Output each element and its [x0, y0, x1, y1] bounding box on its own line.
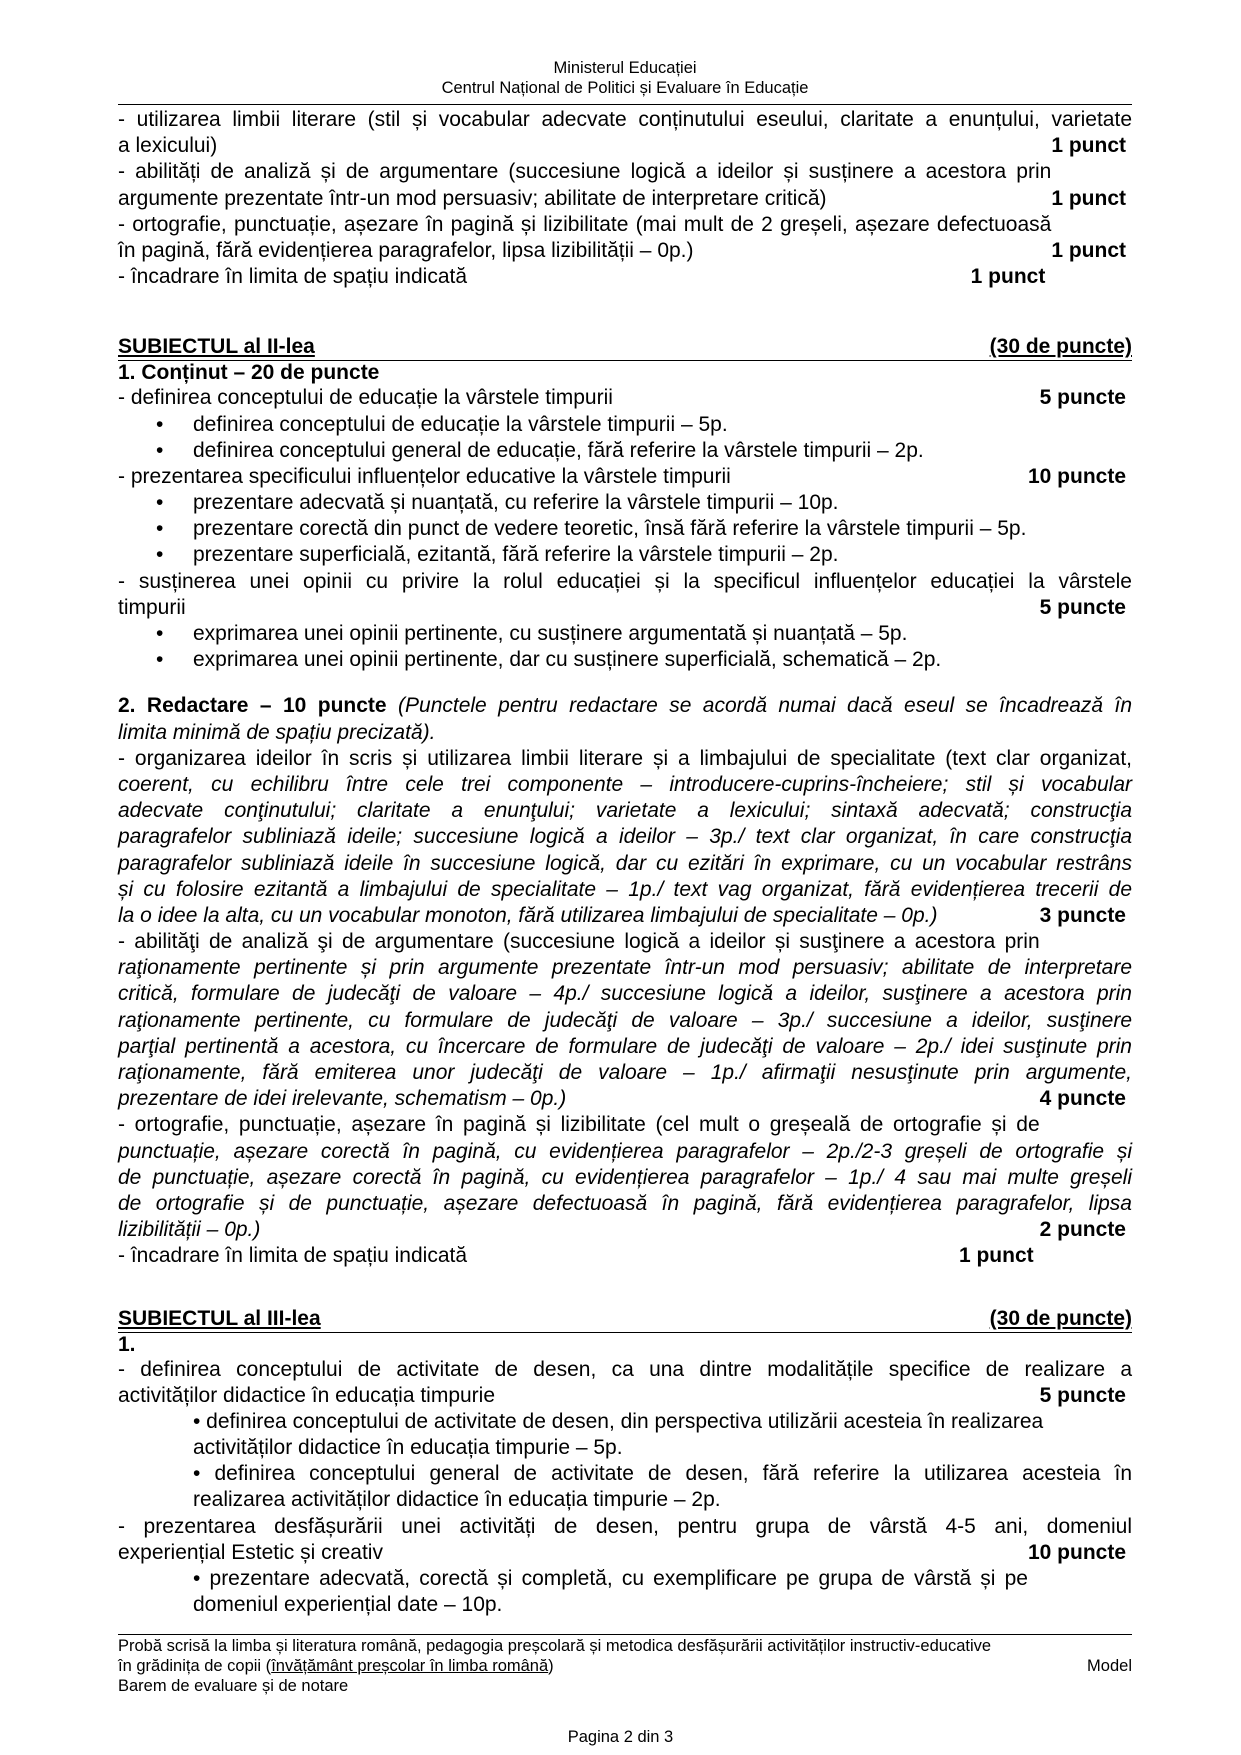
- section-title: SUBIECTUL al II-lea: [118, 335, 315, 359]
- redactare-criterion-3: [118, 1112, 1132, 1217]
- redactare-heading: 2. Redactare – 10 puncte: [118, 694, 387, 718]
- paragraph-line: punctuație, așezare corectă în pagină, cu evidențierea paragrafelor – 2p./2-3 greșeli de ortografie și: [118, 1139, 1132, 1163]
- header-divider: [118, 104, 1132, 105]
- footer-divider: [118, 1634, 1132, 1635]
- criterion-text: - prezentarea desfășurării unei activități de desen, pentru grupa de vârstă 4-5 ani, domeniul: [118, 1514, 1132, 1538]
- paragraph-line: parţial pertinentă a acestora, cu încercare de formulare de judecăţi de valoare – 2p./ idei susţinute prin: [118, 1034, 1132, 1058]
- criterion-points: 1 punct: [1051, 186, 1126, 210]
- criterion-text: - abilități de analiză și de argumentare (succesiune logică a ideilor și susținere a acestora prin: [118, 160, 1052, 184]
- page-header: [118, 58, 1132, 98]
- criterion-points: 3 puncte: [1039, 903, 1126, 927]
- paragraph-line: paragrafelor subliniază ideile; succesiune logică a ideilor – 3p./ text clar organizat, în care construcţia: [118, 825, 1132, 849]
- footer-level: în grădinița de copii (învățământ preșcolar în limba română): [118, 1657, 554, 1675]
- redactare-criterion-1: [118, 746, 1132, 903]
- section-heading-subject-2: [118, 334, 1132, 361]
- criterion-line: - definirea conceptului de educație la vârstele timpurii 5 puncte: [118, 385, 1132, 411]
- bullet-item-continued: domeniul experiențial date – 10p.: [193, 1593, 503, 1617]
- page-footer: [118, 1636, 1132, 1696]
- bullet-item: • prezentare superficială, ezitantă, fără referire la vârstele timpurii – 2p.: [118, 542, 1132, 568]
- criterion-points: 10 puncte: [1027, 464, 1126, 488]
- criterion-text: - definirea conceptului de activitate de desen, ca una dintre modalitățile specifice de realizare a: [118, 1357, 1132, 1381]
- paragraph-line: raţionamente pertinente și prin argumente prezentate într-un mod persuasiv; abilitate de interpretare: [118, 956, 1132, 980]
- criterion-line: - încadrare în limita de spațiu indicată 1 punct: [118, 1243, 1132, 1269]
- center-name: Centrul Național de Politici și Evaluare în Educație: [441, 79, 809, 97]
- criterion-line: activităților didactice în educația timpurie 5 puncte: [118, 1383, 1132, 1409]
- criterion-line: - prezentarea specificului influențelor educative la vârstele timpurii 10 puncte: [118, 464, 1132, 490]
- bullet-item: • prezentare corectă din punct de vedere teoretic, însă fără referire la vârstele timpurii – 5p.: [118, 516, 1132, 542]
- criterion-line: în pagină, fără evidențierea paragrafelor, lipsa lizibilității – 0p.) 1 punct: [118, 238, 1132, 264]
- section-heading-subject-3: [118, 1306, 1132, 1333]
- criterion-points: 10 puncte: [1027, 1540, 1126, 1564]
- paragraph-line: adecvate conţinutului; claritate a enunţului; varietate a lexicului; sintaxă adecvată; construcţia: [118, 799, 1132, 823]
- bullet-item: • exprimarea unei opinii pertinente, dar cu susținere superficială, schematică – 2p.: [118, 647, 1132, 673]
- bullet-item: • definirea conceptului de educație la vârstele timpurii – 5p.: [118, 412, 1132, 438]
- paragraph-line: raţionamente pertinente, cu formulare de judecăţi de valoare – 3p./ succesiune a ideilor, susţinere: [118, 1008, 1132, 1032]
- grading-content: [118, 107, 1132, 1618]
- criterion-line: la o idee la alta, cu un vocabular monoton, fără utilizarea limbajului de specialitate – 0p.) 3 puncte: [118, 903, 1132, 929]
- section-title: SUBIECTUL al III-lea: [118, 1306, 321, 1330]
- criterion-line: experiențial Estetic și creativ 10 puncte: [118, 1540, 1132, 1566]
- criterion-line: argumente prezentate într-un mod persuasiv; abilitate de interpretare critică) 1 punct: [118, 186, 1132, 212]
- paragraph-line: - abilităţi de analiză şi de argumentare (succesiune logică a ideilor și susţinere a acestora prin: [118, 930, 1040, 954]
- bullet-item-continued: realizarea activităților didactice în educația timpurie – 2p.: [193, 1488, 721, 1512]
- section-points: (30 de puncte): [989, 335, 1132, 359]
- paragraph-line: de punctuație, așezare corectă în pagină, cu evidențierea paragrafelor – 1p./ 4 sau mai multe greșeli: [118, 1165, 1132, 1189]
- criterion-points: 5 puncte: [1039, 1383, 1126, 1407]
- bullet-item: • definirea conceptului de activitate de desen, din perspectiva utilizării acesteia în realizarea: [193, 1409, 1044, 1433]
- criterion-text: - utilizarea limbii literare (stil și vocabular adecvate conținutului eseului, claritate a enunțului, varietate: [118, 108, 1132, 131]
- criterion-text: - susținerea unei opinii cu privire la rolul educației și la specificul influențelor educației la vârstele: [118, 569, 1132, 593]
- page-number: Pagina 2 din 3: [567, 1728, 674, 1746]
- paragraph-line: paragrafelor subliniază ideile în succesiune logică, dar cu ezitări în exprimare, cu un vocabular restrâns: [118, 851, 1132, 875]
- bullet-item: • definirea conceptului general de activitate de desen, fără referire la utilizarea acesteia în: [193, 1462, 1132, 1486]
- bullet-item: • exprimarea unei opinii pertinente, cu susținere argumentată și nuanțată – 5p.: [118, 621, 1132, 647]
- criterion-line: timpurii 5 puncte: [118, 595, 1132, 621]
- criterion-points: 1 punct: [958, 1244, 1034, 1268]
- redactare-note: limita minimă de spațiu precizată).: [118, 720, 436, 744]
- paragraph-line: de ortografie și de punctuație, așezare defectuoasă în pagină, fără evidențierea paragrafelor, lipsa: [118, 1191, 1132, 1215]
- bullet-item: • definirea conceptului general de educație, fără referire la vârstele timpurii – 2p.: [118, 438, 1132, 464]
- footer-doc-type: Barem de evaluare și de notare: [118, 1677, 349, 1695]
- bullet-item-continued: activităților didactice în educația timpurie – 5p.: [193, 1436, 623, 1460]
- redactare-criterion-2: [118, 929, 1132, 1086]
- footer-row: [118, 1656, 1132, 1676]
- criterion-points: 1 punct: [970, 265, 1046, 289]
- bullet-item: • prezentare adecvată, corectă și completă, cu exemplificare pe grupa de vârstă și pe: [193, 1567, 1028, 1590]
- criterion-line: lizibilității – 0p.) 2 puncte: [118, 1217, 1132, 1243]
- criterion-line: a lexicului) 1 punct: [118, 133, 1132, 159]
- criterion-line: - încadrare în limita de spațiu indicată 1 punct: [118, 264, 1132, 290]
- item-number: 1.: [118, 1332, 136, 1356]
- bullet-item: • prezentare adecvată și nuanțată, cu referire la vârstele timpurii – 10p.: [118, 490, 1132, 516]
- paragraph-line: - organizarea ideilor în scris și utilizarea limbii literare și a limbajului de specialitate (text clar organizat,: [118, 746, 1132, 770]
- paragraph-line: raţionamente, fără emiterea unor judecăţi de valoare – 1p./ afirmaţii nesusţinute prin argumente,: [118, 1061, 1132, 1084]
- paragraph-line: și cu folosire ezitantă a limbajului de specialitate – 1p./ text vag organizat, fără evidențierea trecerii de: [118, 877, 1132, 901]
- criterion-text: - ortografie, punctuație, așezare în pagină și lizibilitate (mai mult de 2 greșeli, așezare defectuoasă: [118, 212, 1052, 236]
- criterion-points: 1 punct: [1051, 238, 1126, 262]
- paragraph-line: critică, formulare de judecăţi de valoare – 4p./ succesiune logică a ideilor, susţinere a acestora prin: [118, 982, 1132, 1006]
- paragraph-line: coerent, cu echilibru între cele trei componente – introducere-cuprins-încheiere; stil și vocabular: [118, 772, 1132, 796]
- footer-exam-title: Probă scrisă la limba și literatura română, pedagogia preșcolară și metodica desfășurării activităților instructiv-educative: [118, 1637, 992, 1655]
- criterion-points: 2 puncte: [1039, 1218, 1126, 1242]
- paragraph-line: - ortografie, punctuație, așezare în pagină și lizibilitate (cel mult o greșeală de ortografie și de: [118, 1113, 1040, 1137]
- criterion-points: 5 puncte: [1039, 386, 1126, 410]
- ministry-name: Ministerul Educației: [553, 59, 697, 77]
- section-points: (30 de puncte): [989, 1306, 1132, 1330]
- footer-model: Model: [1087, 1657, 1132, 1675]
- content-heading: 1. Conținut – 20 de puncte: [118, 361, 380, 385]
- redactare-heading-line: 2. Redactare – 10 puncte (Punctele pentru redactare se acordă numai dacă eseul se încadrează în: [118, 694, 1133, 718]
- criterion-points: 4 puncte: [1039, 1087, 1126, 1111]
- criterion-line: prezentare de idei irelevante, schematism – 0p.) 4 puncte: [118, 1086, 1132, 1112]
- criterion-points: 1 punct: [1051, 134, 1126, 158]
- criterion-points: 5 puncte: [1039, 595, 1126, 619]
